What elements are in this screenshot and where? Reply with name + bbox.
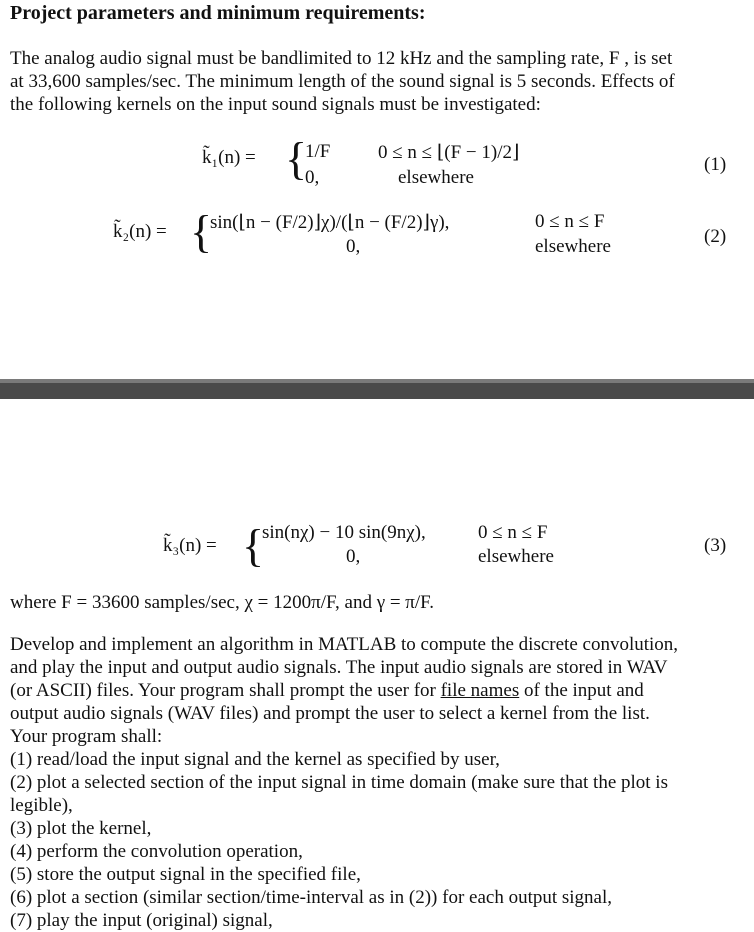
equation-2-case2-expr: 0, (346, 236, 361, 257)
intro-line-2: at 33,600 samples/sec. The minimum length of the sound signal is 5 seconds. Effects of (10, 71, 675, 92)
equation-2-case1-expr: sin(⌊n − (F/2)⌋χ)/(⌊n − (F/2)⌋γ), (210, 212, 450, 233)
equation-1-case2-cond: elsewhere (398, 167, 474, 188)
develop-line-1: Develop and implement an algorithm in MATLAB to compute the discrete convolution, (10, 634, 679, 655)
equation-3-case2-cond: elsewhere (478, 546, 554, 567)
intro-line-1-text: The analog audio signal must be bandlimited to 12 kHz and the sampling rate, F , is set (10, 48, 673, 69)
develop-line-5: Your program shall: (10, 726, 163, 747)
equation-3-brace: { (242, 520, 265, 571)
where-line: where F = 33600 samples/sec, χ = 1200π/F, and γ = π/F. (10, 592, 434, 613)
equation-3-lhs: k̃₃(n) = (163, 535, 217, 556)
step-3: (3) plot the kernel, (10, 818, 152, 839)
file-names-text: file names (440, 680, 520, 701)
equation-2-lhs: k̃₂(n) = (113, 221, 167, 242)
step-2: (2) plot a selected section of the input signal in time domain (make sure that the plot is (10, 772, 668, 793)
develop-line-4: output audio signals (WAV files) and prompt the user to select a kernel from the list. (10, 703, 650, 724)
equation-3-tag: (3) (704, 535, 727, 556)
equation-1-tag: (1) (704, 154, 727, 175)
develop-line-3 (10, 679, 644, 702)
equation-1-brace: { (285, 133, 308, 184)
equation-1-case1-cond: 0 ≤ n ≤ ⌊(F − 1)/2⌋ (378, 142, 520, 163)
step-2-cont: legible), (10, 795, 73, 816)
equation-3-case1-cond: 0 ≤ n ≤ F (478, 522, 548, 543)
equation-2-brace: { (190, 206, 213, 257)
page-break-divider (0, 379, 754, 399)
intro-line-3: the following kernels on the input sound signals must be investigated: (10, 94, 541, 115)
step-7: (7) play the input (original) signal, (10, 910, 273, 931)
step-4: (4) perform the convolution operation, (10, 841, 303, 862)
section-heading: Project parameters and minimum requirements: (10, 2, 426, 24)
step-1: (1) read/load the input signal and the kernel as specified by user, (10, 749, 500, 770)
equation-1-lhs: k̃₁(n) = (202, 147, 256, 168)
equation-3-case1-expr: sin(nχ) − 10 sin(9nχ), (262, 522, 426, 543)
develop-line-2: and play the input and output audio signals. The input audio signals are stored in WAV (10, 657, 668, 678)
equation-2-case2-cond: elsewhere (535, 236, 611, 257)
equation-1-case1-expr: 1/F (305, 141, 331, 162)
intro-line-1 (10, 47, 672, 70)
equation-3-case2-expr: 0, (346, 546, 361, 567)
equation-2-tag: (2) (704, 226, 727, 247)
develop-line-3-end: of the input and (523, 680, 644, 701)
step-5: (5) store the output signal in the specified file, (10, 864, 361, 885)
step-6: (6) plot a section (similar section/time-interval as in (2)) for each output signal, (10, 887, 613, 908)
equation-1-case2-expr: 0, (305, 167, 320, 188)
equation-2-case1-cond: 0 ≤ n ≤ F (535, 211, 605, 232)
develop-line-3-start: (or ASCII) files. Your program shall prompt the user for (10, 680, 436, 701)
